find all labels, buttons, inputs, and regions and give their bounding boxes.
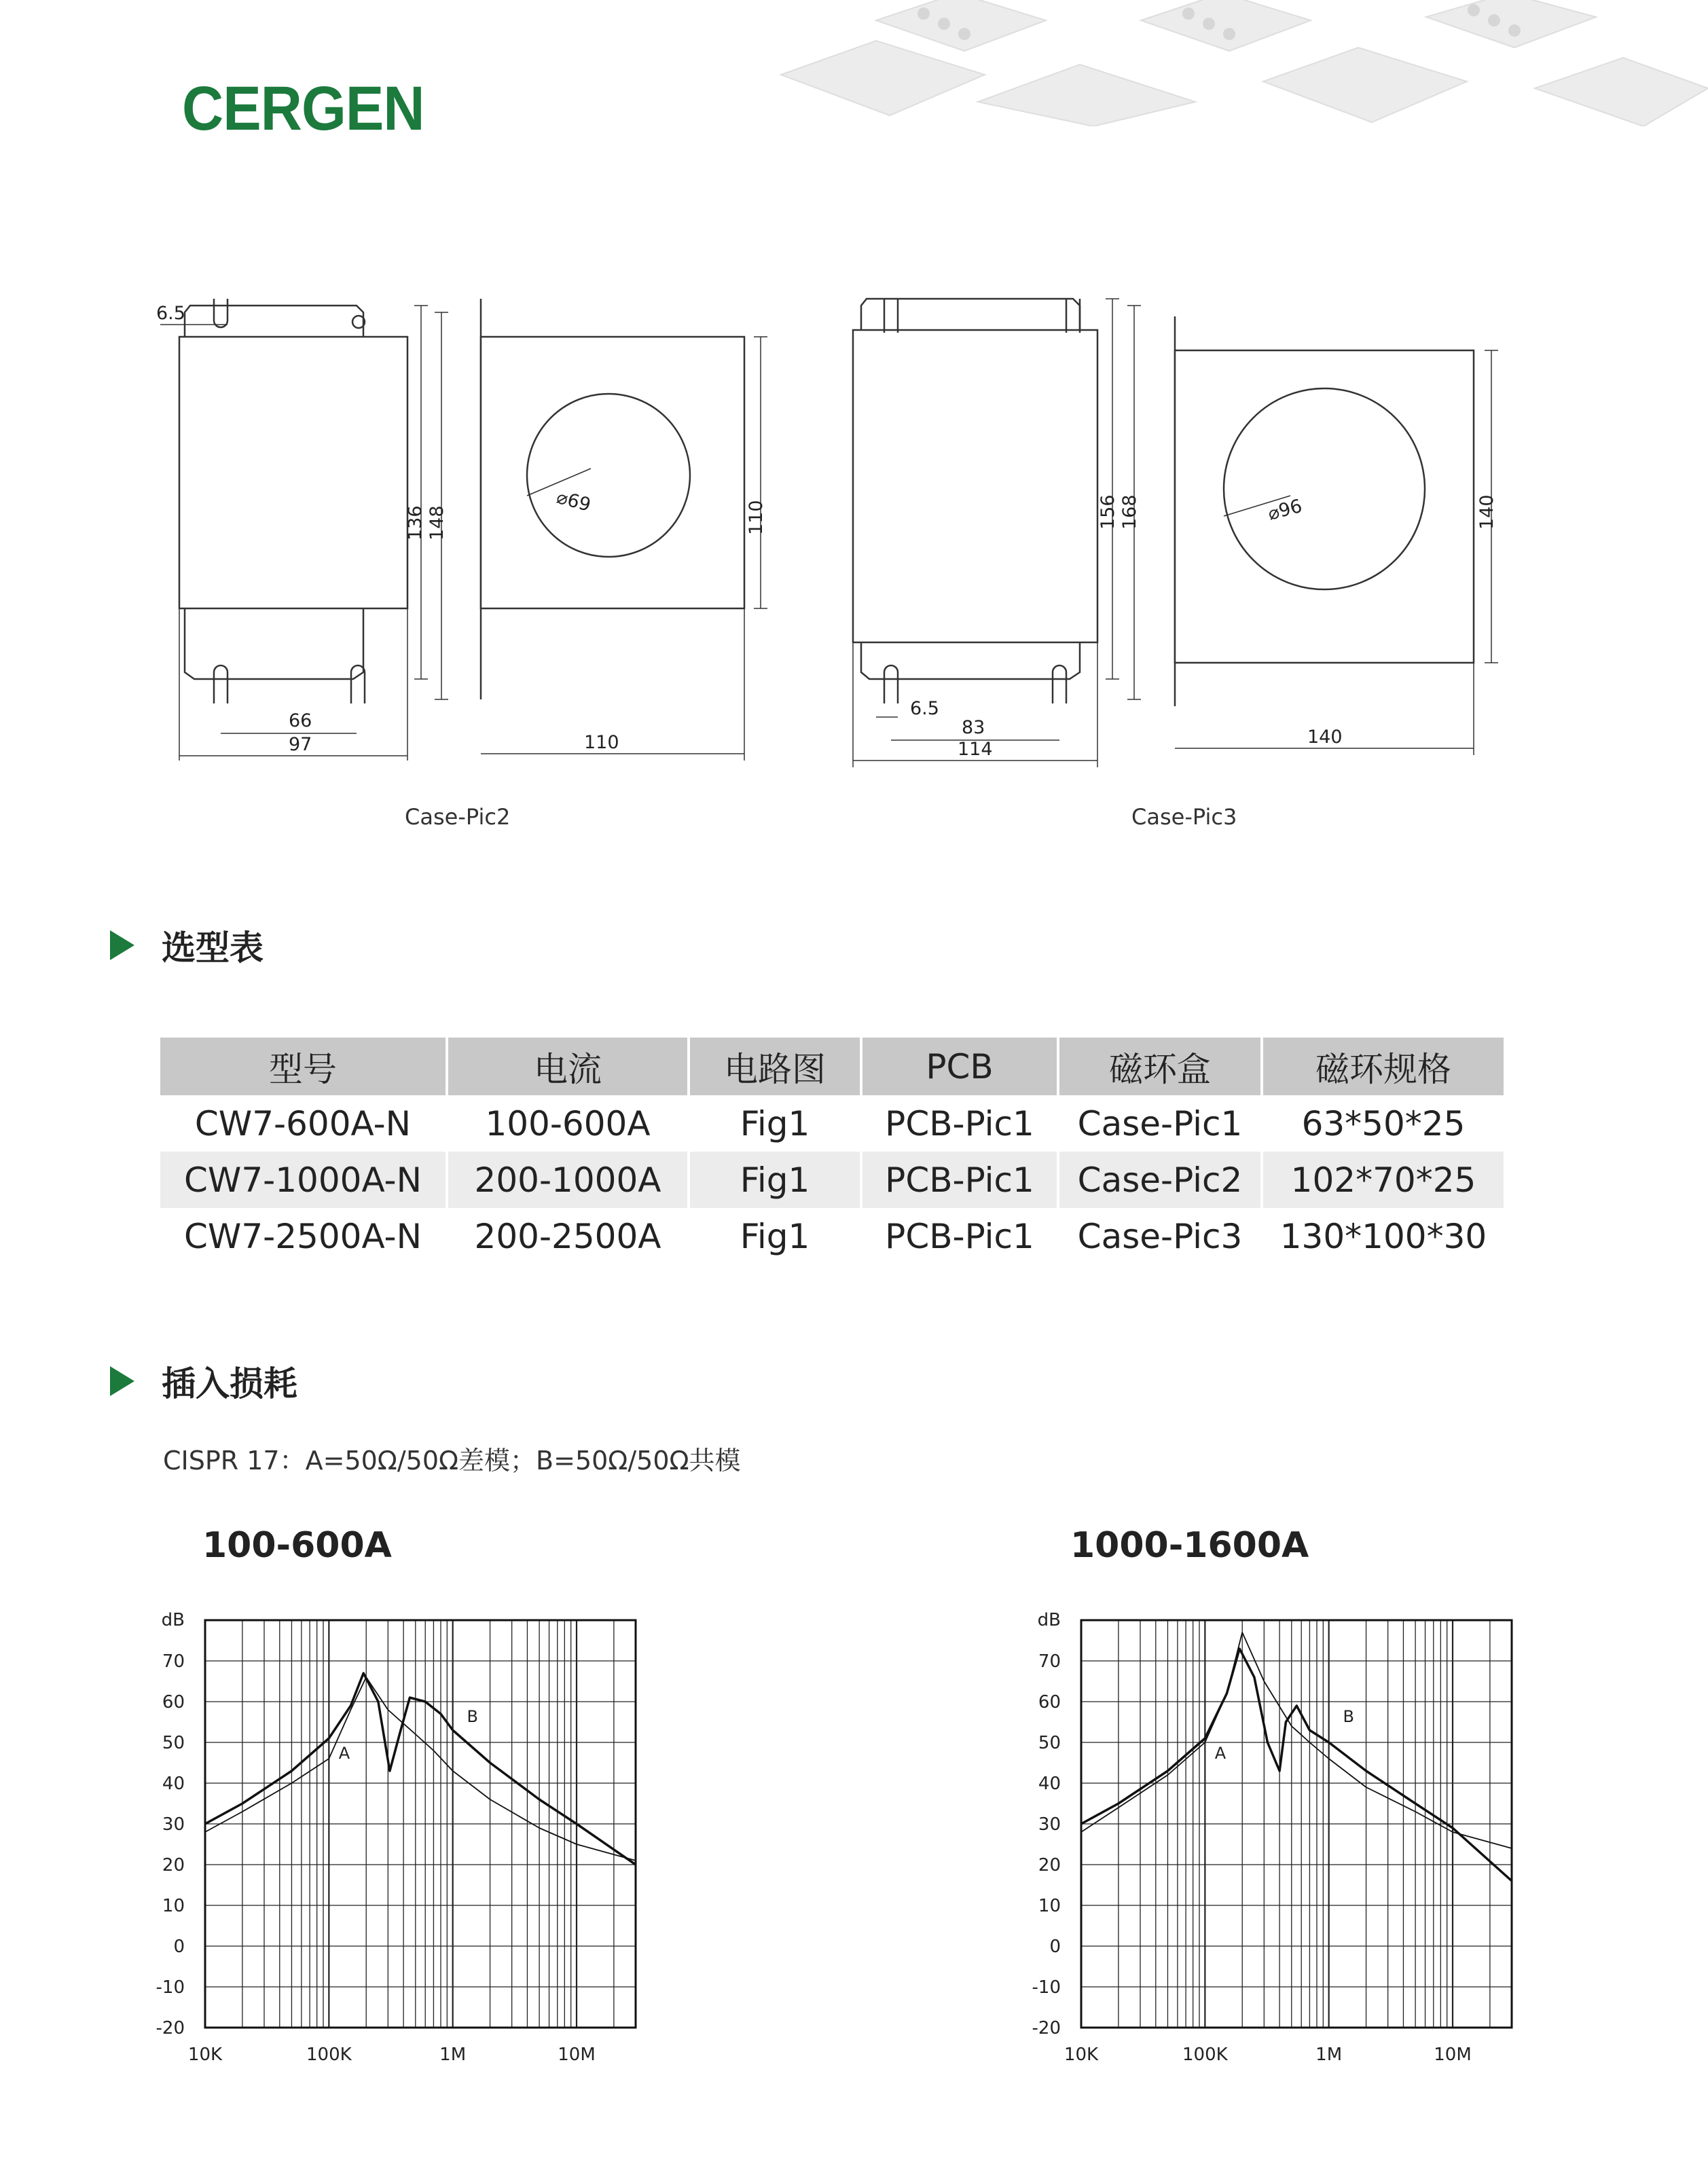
y-axis-label: dB: [161, 1610, 185, 1630]
chart2-title: 1000-1600A: [1070, 1525, 1309, 1566]
col-header-model: 型号: [160, 1038, 446, 1095]
y-axis-label: dB: [1037, 1610, 1061, 1630]
chart1-title: 100-600A: [202, 1525, 392, 1566]
pic2-dim-diameter: ⌀69: [554, 486, 594, 516]
section-bullet-icon: [110, 1366, 134, 1396]
y-tick-label: 50: [162, 1733, 185, 1753]
cell-model: CW7-1000A-N: [160, 1152, 446, 1208]
cell-circuit: Fig1: [740, 1103, 810, 1143]
cell-core-size: 130*100*30: [1279, 1216, 1487, 1256]
cell-model: CW7-600A-N: [194, 1103, 412, 1143]
cell-case: Case-Pic3: [1077, 1216, 1243, 1256]
x-tick-label: 100K: [1182, 2045, 1228, 2065]
pic3-dim-h-inner: 156: [1097, 494, 1119, 530]
case-pic3-drawing: [853, 299, 1474, 706]
y-tick-label: 70: [1038, 1651, 1061, 1672]
col-header-current: 电流: [448, 1038, 687, 1095]
brand-logo: CERGEN: [182, 74, 424, 143]
y-tick-label: 40: [1038, 1774, 1061, 1794]
pic2-dim-side-height: 110: [746, 500, 767, 535]
y-tick-label: -20: [1032, 2018, 1061, 2038]
cell-core-size: 63*50*25: [1301, 1103, 1466, 1143]
pic2-dim-pitch: 66: [289, 710, 312, 731]
pic3-dim-side-height: 140: [1476, 494, 1497, 530]
cell-current: 100-600A: [485, 1103, 651, 1143]
y-tick-label: 0: [173, 1937, 185, 1957]
y-tick-label: 20: [1038, 1855, 1061, 1875]
table-row: [160, 1152, 1504, 1208]
col-header-pcb: PCB: [862, 1038, 1057, 1095]
pic2-dim-h-outer: 148: [426, 505, 448, 541]
series-B-label: B: [467, 1707, 478, 1726]
pic2-dim-width: 97: [289, 734, 312, 755]
cell-core-size: 102*70*25: [1263, 1152, 1504, 1208]
cell-model: CW7-2500A-N: [184, 1216, 422, 1256]
case-pic3-caption: Case-Pic3: [1131, 804, 1237, 830]
pic2-dim-h-inner: 136: [405, 505, 426, 541]
x-tick-label: 100K: [306, 2045, 352, 2065]
insertion-loss-chart-2: [1019, 1596, 1535, 2071]
cell-circuit: Fig1: [690, 1152, 860, 1208]
y-tick-label: 60: [1038, 1692, 1061, 1713]
cell-pcb: PCB-Pic1: [885, 1103, 1034, 1143]
selection-section-title: 选型表: [162, 928, 264, 968]
y-tick-label: 50: [1038, 1733, 1061, 1753]
pic3-dim-side-width: 140: [1307, 727, 1343, 748]
cell-pcb: PCB-Pic1: [885, 1216, 1034, 1256]
x-tick-label: 1M: [439, 2045, 467, 2065]
cell-current: 200-1000A: [448, 1152, 687, 1208]
table-row: [160, 1208, 1504, 1264]
x-tick-label: 10M: [1434, 2045, 1472, 2065]
insertion-loss-chart-1: [143, 1596, 659, 2071]
y-tick-label: 30: [1038, 1814, 1061, 1835]
case-pic2-caption: Case-Pic2: [405, 804, 511, 830]
section-bullet-icon: [110, 930, 134, 960]
y-tick-label: 20: [162, 1855, 185, 1875]
cell-current: 200-2500A: [474, 1216, 661, 1256]
cell-pcb: PCB-Pic1: [862, 1152, 1057, 1208]
y-tick-label: -20: [156, 2018, 185, 2038]
y-tick-label: 10: [1038, 1896, 1061, 1916]
y-tick-label: 70: [162, 1651, 185, 1672]
pic3-dim-pitch: 83: [962, 717, 985, 738]
pic3-dim-diameter: ⌀96: [1265, 495, 1305, 525]
pic2-dim-side-width: 110: [584, 732, 619, 753]
pic3-dim-h-outer: 168: [1119, 494, 1140, 530]
loss-section-title: 插入损耗: [162, 1364, 297, 1404]
pic3-dim-slot: 6.5: [910, 698, 939, 719]
case-pic2-drawing: [179, 299, 744, 703]
y-tick-label: -10: [1032, 1977, 1061, 1998]
pic2-dim-slot: 6.5: [156, 303, 185, 324]
selection-section-heading: [110, 921, 264, 970]
product-banner-image: [774, 0, 1708, 126]
x-tick-label: 10M: [558, 2045, 596, 2065]
series-B-label: B: [1343, 1707, 1354, 1726]
loss-section-heading: [110, 1357, 297, 1406]
cell-case: Case-Pic1: [1077, 1103, 1243, 1143]
col-header-core-size: 磁环规格: [1263, 1038, 1504, 1095]
y-tick-label: 60: [162, 1692, 185, 1713]
x-tick-label: 1M: [1315, 2045, 1343, 2065]
y-tick-label: 40: [162, 1774, 185, 1794]
selection-table: [158, 1038, 1506, 1264]
col-header-circuit: 电路图: [690, 1038, 860, 1095]
cell-case: Case-Pic2: [1059, 1152, 1260, 1208]
x-tick-label: 10K: [1064, 2045, 1099, 2065]
y-tick-label: 30: [162, 1814, 185, 1835]
y-tick-label: 10: [162, 1896, 185, 1916]
table-header-row: [160, 1038, 1504, 1095]
table-row: [160, 1095, 1504, 1152]
x-tick-label: 10K: [187, 2045, 223, 2065]
cispr-note: CISPR 17：A=50Ω/50Ω差模；B=50Ω/50Ω共模: [163, 1446, 741, 1476]
y-tick-label: 0: [1049, 1937, 1061, 1957]
pic3-dim-width: 114: [958, 739, 993, 760]
col-header-case: 磁环盒: [1059, 1038, 1260, 1095]
y-tick-label: -10: [156, 1977, 185, 1998]
case-drawings: [149, 292, 1562, 835]
cell-circuit: Fig1: [740, 1216, 810, 1256]
series-A-label: A: [1214, 1744, 1227, 1763]
series-A-label: A: [338, 1744, 350, 1763]
